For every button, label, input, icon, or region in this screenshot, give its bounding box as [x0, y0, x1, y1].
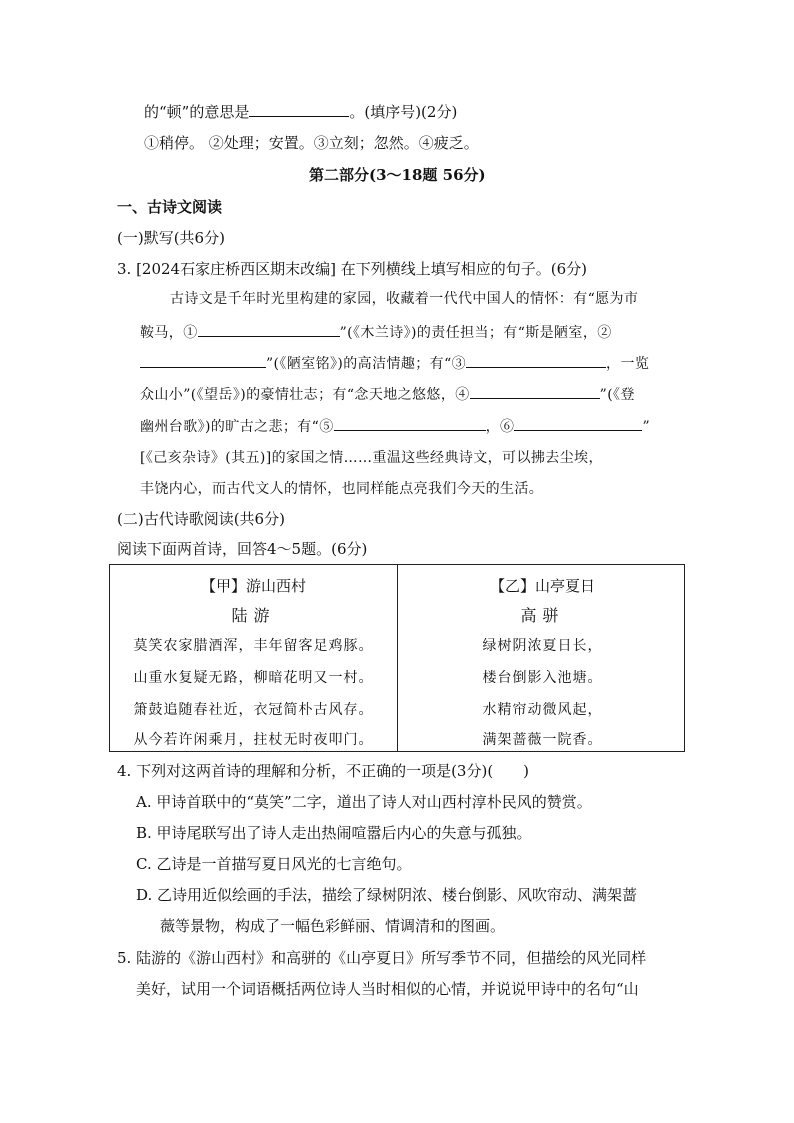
poem-right — [399, 565, 686, 751]
q3-text: ” — [642, 419, 650, 435]
answer-blank[interactable] — [466, 355, 606, 368]
q3-text: ，一览 — [606, 356, 650, 372]
table-divider — [397, 565, 398, 751]
q4-option-a[interactable]: A. 甲诗首联中的“莫笑”二字，道出了诗人对山西村淳朴民风的赞赏。 — [136, 793, 592, 811]
q2-prefix: 的“顿”的意思是 — [144, 103, 250, 121]
q3-text: ”(《木兰诗》)的责任担当；有“斯是陋室，② — [339, 325, 612, 341]
poem-line: 莫笑农家腊酒浑，丰年留客足鸡豚。 — [133, 638, 374, 654]
q3-passage-line — [140, 355, 649, 371]
q2-line — [144, 104, 457, 120]
poem-title: 【乙】山亭夏日 — [489, 577, 595, 595]
q3-passage-line: 古诗文是千年时光里构建的家园，收藏着一代代中国人的情怀：有“愿为市 — [170, 291, 639, 307]
q3-text: ”(《陋室铭》)的高洁情趣；有“③ — [266, 356, 467, 372]
q4-option-b[interactable]: B. 甲诗尾联写出了诗人走出热闹喧嚣后内心的失意与孤独。 — [136, 824, 532, 842]
subsection-heading: (一)默写(共6分) — [117, 229, 225, 247]
q4-option-d-cont: 薇等景物，构成了一幅色彩鲜丽、情调清和的图画。 — [160, 917, 506, 935]
q3-stem: 3. [2024石家庄桥西区期末改编] 在下列横线上填写相应的句子。(6分) — [117, 260, 587, 278]
q3-passage-line — [140, 418, 650, 434]
answer-blank[interactable] — [140, 355, 266, 368]
answer-blank[interactable] — [514, 418, 642, 431]
q5-stem-line: 美好，试用一个词语概括两位诗人当时相似的心情，并说说甲诗中的名句“山 — [136, 980, 639, 998]
q3-text: ”(《登 — [599, 387, 635, 403]
q5-stem-line: 5. 陆游的《游山西村》和高骈的《山亭夏日》所写季节不同，但描绘的风光同样 — [117, 949, 647, 967]
poem-line: 水精帘动微风起， — [482, 702, 603, 718]
section-heading: 一、古诗文阅读 — [117, 198, 223, 216]
q2-suffix: 。(填序号)(2分) — [349, 103, 458, 121]
q4-stem: 4. 下列对这两首诗的理解和分析，不正确的一项是(3分)( ) — [117, 762, 530, 780]
answer-blank[interactable] — [198, 324, 340, 337]
reading-intro: 阅读下面两首诗，回答4～5题。(6分) — [117, 540, 368, 558]
answer-blank[interactable] — [334, 418, 486, 431]
subsection-heading: (二)古代诗歌阅读(共6分) — [117, 510, 285, 528]
q3-passage-line — [140, 386, 635, 402]
q4-option-c[interactable]: C. 乙诗是一首描写夏日风光的七言绝句。 — [136, 855, 412, 873]
answer-blank[interactable] — [249, 104, 349, 117]
q3-passage-line: 丰饶内心，而古代文人的情怀，也同样能点亮我们今天的生活。 — [140, 481, 544, 497]
q2-options: ①稍停。 ②处理；安置。③立刻；忽然。④疲乏。 — [144, 134, 479, 152]
poem-line: 从今若许闲乘月，拄杖无时夜叩门。 — [133, 732, 374, 748]
q3-passage-line: [《己亥杂诗》(其五)]的家国之情……重温这些经典诗文，可以拂去尘埃， — [140, 450, 603, 466]
poem-left — [110, 565, 397, 751]
poem-line: 楼台倒影入池塘。 — [482, 670, 603, 686]
q4-option-d[interactable]: D. 乙诗用近似绘画的手法，描绘了绿树阴浓、楼台倒影、风吹帘动、满架蔷 — [136, 886, 638, 904]
q3-text: 众山小”(《望岳》)的豪情壮志；有“念天地之悠悠，④ — [140, 387, 470, 403]
answer-blank[interactable] — [470, 386, 600, 399]
q3-text: ，⑥ — [485, 419, 515, 435]
poem-table — [109, 564, 685, 752]
part2-heading: 第二部分(3～18题 56分) — [309, 166, 486, 184]
poem-author: 高骈 — [520, 606, 565, 625]
poem-title: 【甲】游山西村 — [200, 577, 306, 595]
poem-line: 箫鼓追随春社近，衣冠简朴古风存。 — [133, 702, 374, 718]
q3-text: 鞍马，① — [140, 325, 198, 341]
poem-line: 满架蔷薇一院香。 — [482, 732, 603, 748]
q3-passage-line — [140, 324, 612, 340]
poem-author: 陆游 — [231, 606, 276, 625]
poem-line: 山重水复疑无路，柳暗花明又一村。 — [133, 670, 374, 686]
poem-line: 绿树阴浓夏日长， — [482, 638, 603, 654]
q3-text: 幽州台歌》)的旷古之悲；有“⑤ — [140, 419, 334, 435]
